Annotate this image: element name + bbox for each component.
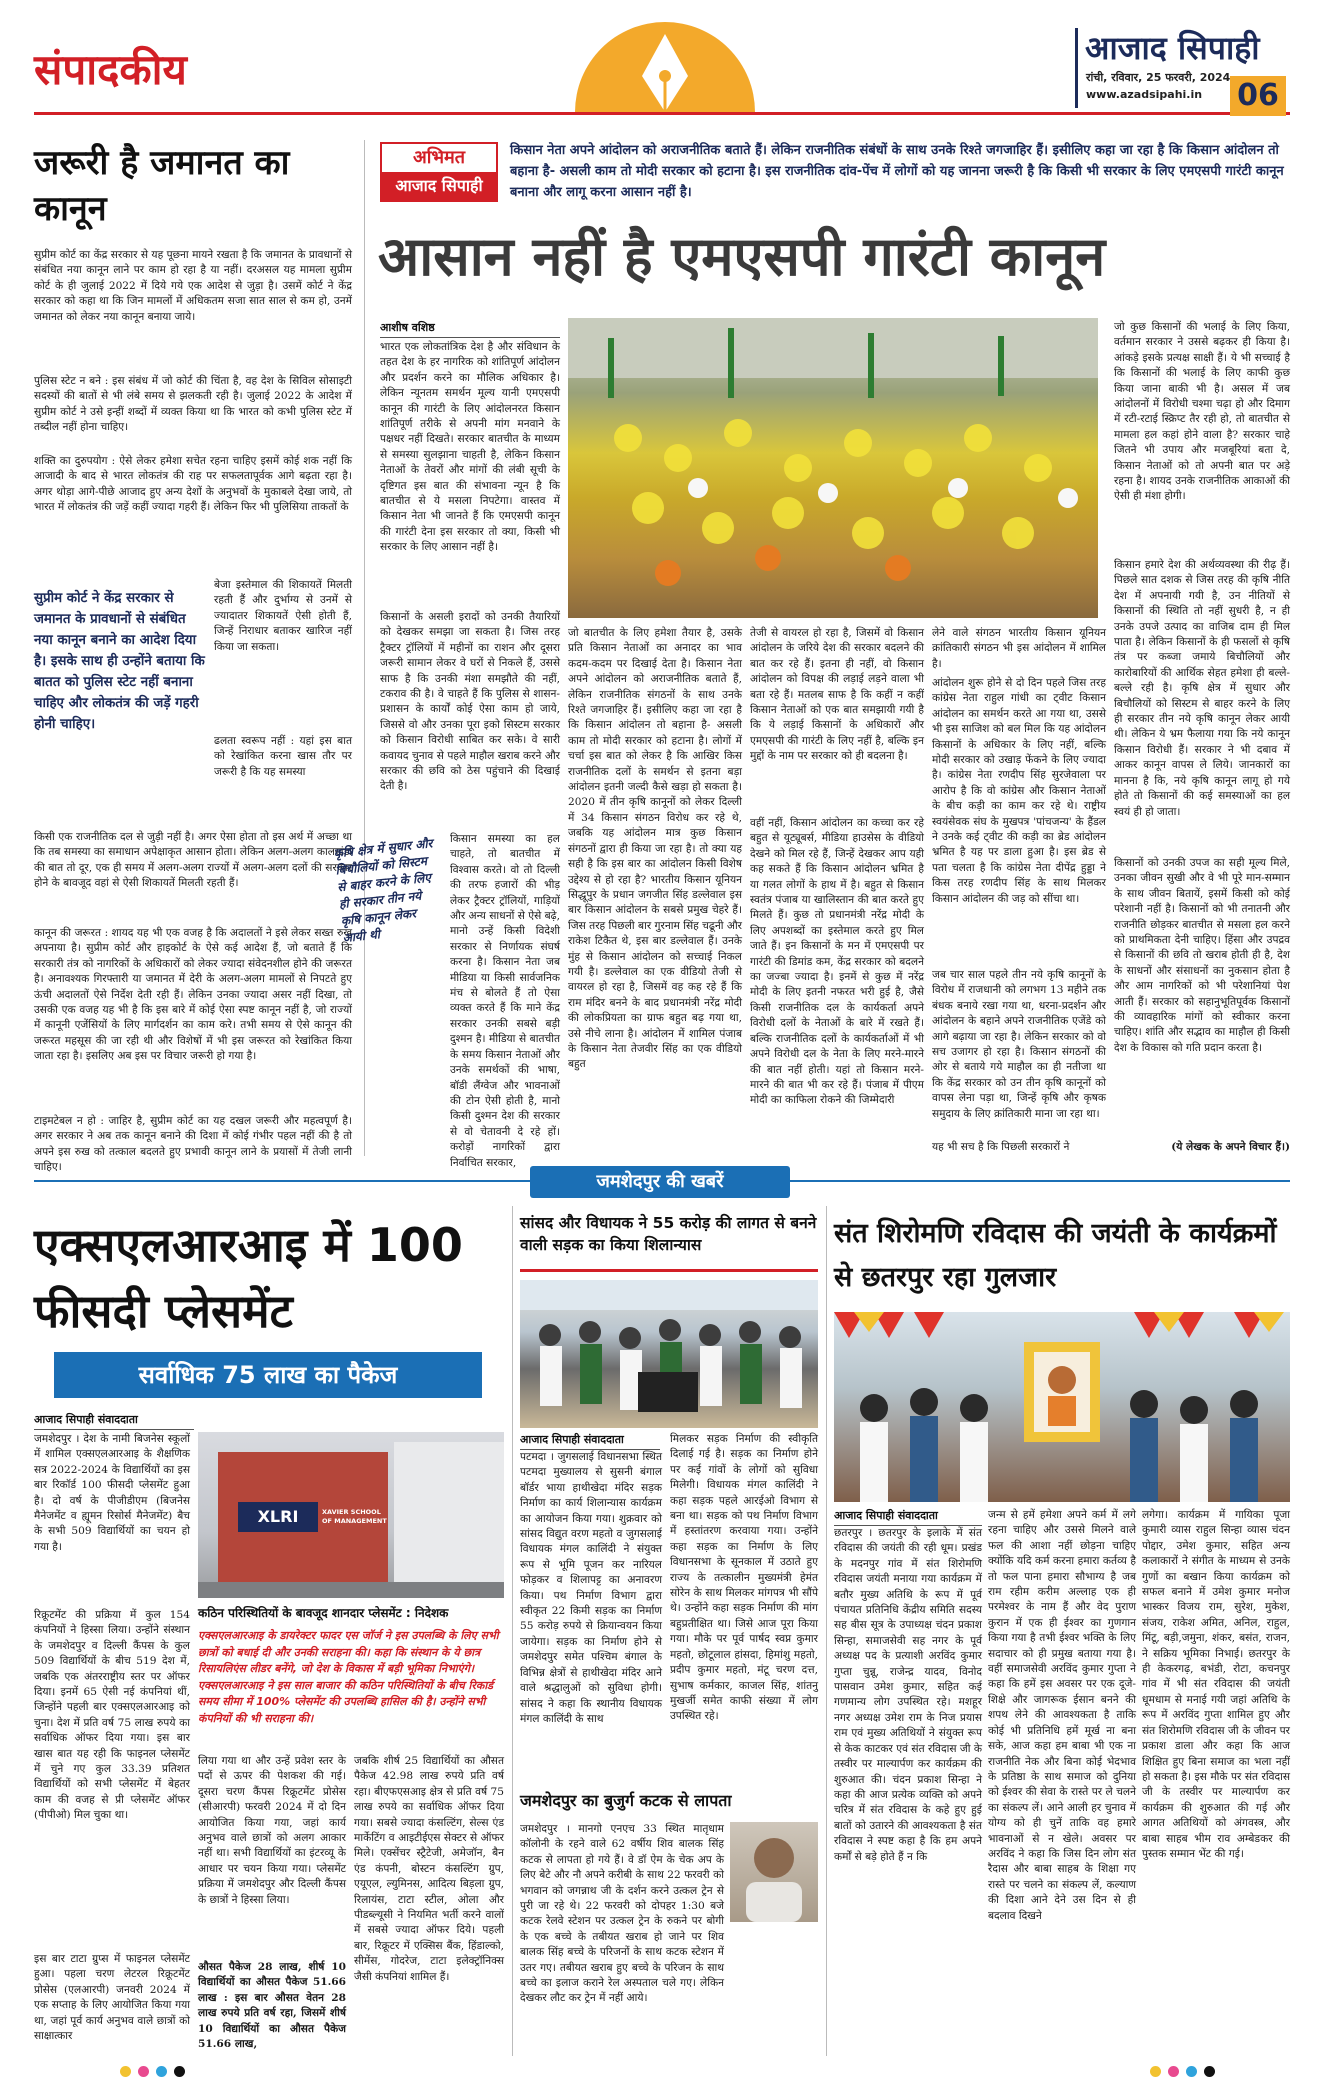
opinion-col4d: यह भी सच है कि पिछली सरकारों ने: [932, 1141, 1070, 1153]
paper-name: आजाद सिपाही: [1085, 29, 1260, 67]
editorial-para-6: टाइमटेबल न हो : जाहिर है, सुप्रीम कोर्ट का यह दखल जरूरी और महत्वपूर्ण है। अगर सरकार ने अब तक कानून बनाने की दिशा में कोई गंभीर पहल नहीं की है तो अपने इस रुख को तत्काल बदलते हुए प्रभावी कानून लाने के प्रयासों में तेजी लानी चाहिए।: [34, 1115, 352, 1174]
xlri-col3: जबकि शीर्ष 25 विद्यार्थियों का औसत पैकेज 42.98 लाख रुपये प्रति वर्ष रहा। बीएफएसआइ क्षेत्र से प्रति वर्ष 75 लाख रुपये का सर्वाधिक ऑफर दिया गया। सबसे ज्यादा कंसल्टिंग, सेल्स एंड मार्केटिंग व आइटीईएस सेक्टर से ऑफर मिले। एक्सेंचर स्ट्रैटेजी, अमेजॉन, बैन एंड कंपनी, बोस्टन कंसल्टिंग ग्रुप, एयूएल, ल्युमिनस, आदित्य बिड़ला ग्रुप, रिलायंस, टाटा स्टील, ओला और पीडब्ल्यूसी ने नियमित भर्ती करने वालों में सबसे ज्यादा ऑफर दिये। पहली बार, रिक्रूटर में एक्सिस बैंक, हिंडाल्को, सीमेंस, गोदरेज, टाटा इलेक्ट्रॉनिक्स जैसी कंपनियां शामिल हैं।: [354, 1755, 504, 1983]
xlri-col1b: रिक्रूटमेंट की प्रक्रिया में कुल 154 कंपनियों ने हिस्सा लिया। उन्होंने संस्थान के जमशेदपुर व दिल्ली कैंपस के कुल 509 विद्यार्थियों के बीच 519 देश में, जबकि एक अंतरराष्ट्रीय स्तर पर ऑफर दिया। इनमें 65 ऐसी नई कंपनियां थीं, जिन्होंने पहली बार एक्सएलआरआइ को चुना। देश में प्रति वर्ष 75 लाख रुपये का सर्वाधिक ऑफर दिया गया। इस बार खास बात यह रही कि फाइनल प्लेसमेंट में चुने गए कुल 33.39 प्रतिशत विद्यार्थियों को सभी प्लेसमेंट में बेहतर काम की वजह से प्री प्लेसमेंट ऑफर (पीपीओ) मिल चुका था।: [34, 1609, 190, 1822]
masthead: [0, 0, 1325, 122]
register-dot: [1186, 2066, 1197, 2077]
opinion-col1c-text: किसान समस्या का हल चाहते, तो बातचीत में विश्वास करते। वो तो दिल्ली की तरफ हजारों की भीड़ लेकर ट्रैक्टर ट्रॉलियों, गाड़ियों और अन्य साधनों से ऐसे बढ़े, मानो उन्हें किसी विदेशी सरकार से निर्णायक संघर्ष करना है। किसान नेता जब मीडिया या किसी सार्वजनिक मंच से बोलते हैं तो ऐसा व्यक्त करते हैं कि माने केंद्र सरकार उनकी सबसे बड़ी दुश्मन है। मीडिया से बातचीत के समय किसान नेताओं और उनके समर्थकों की भाषा, बॉडी लैंग्वेज और भावनाओं की टोन ऐसी होती है, मानो किसी दुश्मन देश की सरकार से वो चेतावनी दे रहे हों। करोड़ों नागरिकों द्वारा निर्वाचित सरकार,: [450, 833, 560, 1169]
xlri-photo-sign-sub: XAVIER SCHOOL OF MANAGEMENT: [322, 1508, 387, 1525]
register-marks: [0, 2064, 1325, 2082]
register-dot: [1168, 2066, 1179, 2077]
opinion-badge-top: अभिमत: [412, 147, 466, 168]
road-headline: सांसद और विधायक ने 55 करोड़ की लागत से बनने वाली सड़क का किया शिलान्यास: [520, 1212, 818, 1272]
opinion-disclaimer: (ये लेखक के अपने विचार हैं।): [1171, 1141, 1290, 1153]
masthead-divider: [1075, 28, 1078, 108]
opinion-col3b: वहीं नहीं, किसान आंदोलन का कच्चा कर रहे बहुत से यूट्यूबर्स, मीडिया हाउसेस के वीडियो देखने को मिल रहे हैं, जिन्हें देखकर आप यही कह सकते हैं कि किसान आंदोलन भ्रमित है या गलत लोगों के हाथ में है। बहुत से किसान स्वतंत्र पंजाब या खालिस्तान की बात करते हुए मिलते हैं। कुछ तो प्रधानमंत्री नरेंद्र मोदी के लिए अपशब्दों का इस्तेमाल करते हुए मिल जाते हैं। इन किसानों के मन में एमएसपी पर गारंटी की डिमांड कम, केंद्र सरकार को बदलने का जज्बा ज्यादा है। इनमें से कुछ में नरेंद्र मोदी के लिए इतनी नफरत भरी हुई है, जैसे किसी राजनीतिक दल के कार्यकर्ता अपने विरोधी दलों के नेताओं के बारे में रखते हैं। बल्कि राजनीतिक दलों के कार्यकर्ताओं में भी अपने विरोधी दल के नेता के लिए मरने-मारने की बात नहीं होती। यहां तो किसान मरने-मारने की बात भी कर रहे हैं। पंजाब में पीएम मोदी का काफिला रोकने की जिम्मेदारी: [750, 817, 924, 1107]
opinion-badge-bottom: आजाद सिपाही: [382, 172, 496, 200]
editorial-para-2: पुलिस स्टेट न बने : इस संबंध में जो कोर्ट की चिंता है, वह देश के सिविल सोसाइटी सदस्यों की बातों से भी लंबे समय से झलकती रही है। जुलाई 2022 के आदेश में सुप्रीम कोर्ट ने उसे इन्हीं शब्दों में व्यक्त किया था कि भारत को कभी पुलिस स्टेट में तब्दील नहीं होना चाहिए।: [34, 375, 352, 434]
ravidas-col3: लगेगा। कार्यक्रम में गायिका पूजा कुमारी व्यास राहुल सिन्हा व्यास चंदन पोद्दार, उमेश कुमार, सहित अन्य कलाकारों ने संगीत के माध्यम से उनके गुणों का बखान किया कार्यक्रम को सफल बनाने में उमेश कुमार मनोज भास्कर विजय राम, सुरेश, मुकेश, संजय, राकेश अमित, अनिल, राहुल, मिंटू, बड़ी,जमुना, शंकर, बसंत, राजन, ने सक्रिय भूमिका निभाई। छतरपुर के ही केकरगढ़, बभंडी, रोटा, कचनपुर गांव में भी संत रविदास की जयंती धूमधाम से मनाई गयी जहां अतिथि के रूप में अरविंद गुप्ता शामिल हुए और संत शिरोमणि रविदास जी के जीवन पर प्रकाश डाला और कहा कि आज शिक्षित हुए बिना समाज का भला नहीं हो सकता है। इस मौके पर संत रविदास जी के तस्वीर पर माल्यार्पण कर कार्यक्रम की शुरुआत की गई और आगत अतिथियों को अंगवस्त्र, और बाबा साहब भीम राव अम्बेडकर की पुस्तक सम्मान भेंट की गई।: [1142, 1509, 1290, 1860]
xlri-col2: लिया गया था और उन्हें प्रवेश स्तर के पदों से ऊपर की पेशकश की गई। दूसरा चरण कैंपस रिक्रूटमेंट प्रोसेस (सीआरपी) फरवरी 2024 में दो दिन आयोजित किया गया, जहां कार्य अनुभव वाले छात्रों को अलग आकार नहीं था। सभी विद्यार्थियों का इंटरव्यू के आधार पर चयन किया गया। प्लेसमेंट प्रक्रिया में जमशेदपुर और दिल्ली कैंपस के छात्रों ने हिस्सा लिया।: [198, 1755, 346, 1906]
register-dot: [174, 2066, 185, 2077]
xlri-col1: जमशेदपुर । देश के नामी बिजनेस स्कूलों में शामिल एक्सएलआरआइ के शैक्षणिक सत्र 2022-2024 के विद्यार्थियों का इस बार रिकॉर्ड 100 फीसदी प्लेसमेंट हुआ है। दो वर्ष के पीजीडीएम (बिजनेस मैनेजमेंट व ह्यूमन रिसोर्स मैनेजमेंट) बैच के सभी 509 विद्यार्थियों का चयन हो गया है।: [34, 1433, 190, 1553]
ravidas-event-photo: [834, 1312, 1290, 1502]
editorial-para-1: सुप्रीम कोर्ट का केंद्र सरकार से यह पूछना मायने रखता है कि जमानत के प्रावधानों से संबंधित नया कानून लाने पर काम हो रहा है या नहीं। दरअसल यह मामला सुप्रीम कोर्ट के ही जुलाई 2022 में दिये गये एक आदेश से जुड़ा है। उसमें कोर्ट ने केंद्र सरकार को कहा था कि जिन मामलों में अधिकतम सजा सात साल से कम हो, उनमें जमानत को लेकर नया कानून बनाया जाये।: [34, 249, 352, 323]
register-dot: [120, 2066, 131, 2077]
road-col2: मिलकर सड़क निर्माण की स्वीकृति दिलाई गई है। सड़क का निर्माण होने पर कई गांवों के लोगों को सुविधा मिलेगी। विधायक मंगल कालिंदी ने कहा सड़क पहले आरईओ विभाग से बना था। सड़क को पथ निर्माण विभाग में हस्तांतरण करवाया गया। उन्होंने कहा सड़क का निर्माण के लिए विधानसभा के सूनकाल में उठाते हुए राज्य के तत्कालीन मुख्यमंत्री हेमंत सोरेन के साथ मिलकर मांगपत्र भी सौंपे थे। उन्होंने कहा सड़क निर्माण की मांग बहुप्रतीक्षित था। जिसे आज पूरा किया गया। मौके पर पूर्व पार्षद स्वप्न कुमार महतो, छोटूलाल हांसदा, हिमांशु महतो, प्रदीप कुमार महतो, मंटू चरण दत्त, सुभाष कर्मकार, काजल सिंह, शांतनु मुखर्जी समेत काफी संख्या में लोग उपस्थित रहे।: [670, 1433, 818, 1723]
register-dot: [156, 2066, 167, 2077]
xlri-col2b: औसत पैकेज 28 लाख, शीर्ष 10 विद्यार्थियों का औसत पैकेज 51.66 लाख : इस बार औसत वेतन 28 लाख रुपये प्रति वर्ष रहा, जिसमें शीर्ष 10 विद्यार्थियों का औसत पैकेज 51.66 लाख,: [198, 1961, 346, 2051]
missing-headline: जमशेदपुर का बुजुर्ग कटक से लापता: [520, 1791, 732, 1810]
city-banner: जमशेदपुर की खबरें: [530, 1166, 790, 1198]
opinion-intro: किसान नेता अपने आंदोलन को अराजनीतिक बताते हैं। लेकिन राजनीतिक संबंधों के साथ उनके रिश्ते जगजाहिर हैं। इसीलिए कहा जा रहा है कि किसान आंदोलन तो बहाना है- असली काम तो मोदी सरकार को हटाना है। इस राजनीतिक दांव-पेंच में लोगों को यह जानना जरूरी है कि किसी भी सरकार के लिए एमएसपी गारंटी कानून बनाना और लागू करना आसान नहीं है।: [510, 143, 1284, 200]
editorial-para-3b: बेजा इस्तेमाल की शिकायतें मिलती रहती हैं और दुर्भाग्य से उनमें से ज्यादातर शिकायतें ऐसी होती हैं, जिन्हें निराधार बताकर खारिज नहीं किया जा सकता।: [214, 579, 352, 653]
missing-person-photo: [730, 1822, 818, 1922]
opinion-col5c: किसानों को उनकी उपज का सही मूल्य मिले, उनका जीवन सुखी और वे भी पूरे मान-सम्मान के साथ जीवन बितायें, इसमें किसी को कोई परेशानी नहीं है। किसानों को भी तनातनी और राजनीति छोड़कर बातचीत से मसला हल करने को प्राथमिकता देनी चाहिए। हिंसा और उपद्रव से किसानों की छवि तो खराब होती ही है, देश के साधनों और संसाधनों का नुकसान होता है और आम नागरिकों को भी परेशानियां पेश आती हैं। सरकार को सहानुभूतिपूर्वक किसानों की व्यावहारिक मांगों को स्वीकार करना चाहिए। शांति और सद्भाव का माहौल ही किसी देश के विकास को गति प्रदान करता है।: [1114, 857, 1290, 1054]
column-divider-3: [826, 1206, 827, 2056]
column-divider-2: [512, 1206, 513, 2056]
road-col1: पटमदा । जुगसलाई विधानसभा स्थित पटमदा मुख्यालय से सुसनी बंगाल बॉर्डर भाया हाथीखेदा मंदिर सड़क निर्माण का कार्य शिलान्यास कार्यक्रम का आयोजन किया गया। शुक्रवार को सांसद विद्युत वरण महतो व जुगसलाई विधायक मंगल कालिंदी ने संयुक्त रूप से भूमि पूजन कर नारियल फोड़कर व शिलापट्ट का अनावरण किया। पथ निर्माण विभाग द्वारा स्वीकृत 22 किमी सड़क का निर्माण 55 करोड़ रुपये से क्रियान्वयन किया जायेगा। सड़क का निर्माण होने से जमशेदपुर समेत पश्चिम बंगाल के विभिन्न क्षेत्रों से हाथीखेदा मंदिर आने वाले श्रद्धालुओं को सुविधा होगी। सांसद ने कहा कि स्थानीय विधायक मंगल कालिंदी के साथ: [520, 1451, 662, 1725]
pen-nib-icon: [570, 14, 760, 114]
opinion-sidequote: कृषि क्षेत्र में सुधार और बिचौलियों को सिस्टम से बाहर करने के लिए ही सरकार तीन नये कृषि कानून लेकर आयी थी: [333, 836, 434, 946]
xlri-box-text: एक्सएलआरआइ के डायरेक्टर फादर एस जॉर्ज ने इस उपलब्धि के लिए सभी छात्रों को बधाई दी और उनकी सराहना की। कहा कि संस्थान के ये छात्र रिसायलिएंस लीडर बनेंगे, जो देश के विकास में बड़ी भूमिका निभाएंगे। एक्सएलआरआइ ने इस साल बाजार की कठिन परिस्थितियों के बीच रिकार्ड समय सीमा में 100% प्लेसमेंट की उपलब्धि हासिल की है। उन्होंने सभी कंपनियों की भी सराहना की।: [198, 1629, 499, 1725]
opinion-col1b: किसानों के असली इरादों को उनकी तैयारियों को देखकर समझा जा सकता है। जिस तरह ट्रैक्टर ट्रॉलियों में महीनों का राशन और दूसरा जरूरी सामान लेकर वे घरों से निकले हैं, उससे साफ है कि उनकी मंशा समझौते की नहीं, टकराव की है। वे चाहते हैं कि पुलिस से शासन-प्रशासन के कार्यों कोई ऐसा काम हो जाये, जिससे वो और उनका पूरा इको सिस्टम सरकार को किसान विरोधी साबित कर सके। वे सारी कवायद चुनाव से पहले माहौल खराब करने और सरकार की छवि को ठेस पहुंचाने की दिखाई देती है।: [380, 611, 560, 793]
xlri-campus-photo: [198, 1432, 504, 1598]
ravidas-headline: संत शिरोमणि रविदास की जयंती के कार्यक्रमों से छतरपुर रहा गुलजार: [834, 1218, 1277, 1293]
farmers-protest-photo: [568, 318, 1098, 618]
xlri-box-title: कठिन परिस्थितियों के बावजूद शानदार प्लेसमेंट : निदेशक: [198, 1606, 449, 1620]
missing-text: जमशेदपुर । मानगो एनएच 33 स्थित मातृधाम कॉलोनी के रहने वाले 62 वर्षीय शिव बालक सिंह कटक से लापता हो गये हैं। वे डॉ ऐम के चेक अप के लिए बेटे और नौ अपने करीबी के साथ 22 फरवरी को भगवान को जगन्नाथ जी के दर्शन करने उत्कल ट्रेन से पुरी जा रहे थे। 22 फरवरी को दोपहर 1:30 बजे कटक रेलवे स्टेशन पर उत्कल ट्रेन के रुकने पर बोगी के एक बच्चे के तबीयत खराब हो जाने पर शिव बालक सिंह बच्चे के परिजनों के साथ कटक स्टेशन में उतर गए। तबीयत खराब हुए बच्चे के परिजन के साथ बच्चे का इलाज कराने रेल अस्पताल चले गए। लेकिन देखकर लौट कर ट्रेन में नहीं आये।: [520, 1823, 724, 2005]
opinion-badge: [380, 142, 498, 202]
xlri-col1c: इस बार टाटा ग्रुप्स में फाइनल प्लेसमेंट हुआ। पहला चरण लेटरल रिक्रूटमेंट प्रोसेस (एलआरपी) जनवरी 2024 में एक सप्ताह के लिए आयोजित किया गया था, जहां पूर्व कार्य अनुभव वाले छात्रों को साक्षात्कार: [34, 1953, 190, 2043]
opinion-col3: तेजी से वायरल हो रहा है, जिसमें वो किसान आंदोलन के जरिये देश की सरकार बदलने की बात कर रहे हैं। इतना ही नहीं, वो किसान आंदोलन को विपक्ष की लड़ाई लड़ने वाला भी बता रहे हैं। मतलब साफ है कि कहीं न कहीं किसान नेताओं को एक बात समझायी गयी है कि ये लड़ाई किसानों के अधिकारों और एमएसपी की गारंटी के लिए नहीं है, बल्कि इन मुद्दों के नाम पर सरकार को ही बदलना है।: [750, 627, 924, 763]
opinion-col1: भारत एक लोकतांत्रिक देश है और संविधान के तहत देश के हर नागरिक को शांतिपूर्ण आंदोलन और प्रदर्शन करने का मौलिक अधिकार है। लेकिन न्यूनतम समर्थन मूल्य यानी एमएसपी कानून की गारंटी के लिए आंदोलनरत किसान शांतिपूर्ण तरीके से अपनी मांग मनवाने के पक्षधर नहीं दिखते। सरकार बातचीत के माध्यम से समस्या सुलझाना चाहती है, लेकिन किसान नेताओं के तेवरों और मांगों की लंबी सूची के दृष्टिगत इस बात की संभावना न्यून है कि बातचीत से ये मसला निपटेगा। वास्तव में किसान नेता भी जानते हैं कि एमएसपी कानून की गारंटी देना इस सरकार तो क्या, किसी भी सरकार के लिए आसान नहीं है।: [380, 341, 560, 554]
column-divider: [364, 140, 365, 1156]
xlri-photo-sign: XLRI: [238, 1502, 318, 1532]
editorial-para-5: कानून की जरूरत : शायद यह भी एक वजह है कि अदालतों ने इसे लेकर सख्त रुख अपनाया है। सुप्रीम कोर्ट और हाइकोर्ट के ऐसे कई आदेश हैं, जो बताते हैं कि सरकारी तंत्र को नागरिकों के अधिकारों को लेकर ज्यादा संवेदनशील होने की जरूरत है। अनावश्यक गिरफ्तारी या जमानत में देरी के अलग-अलग मामलों से निपटते हुए ऊंची अदालतों ऐसे निर्देश देती रही हैं। लेकिन उनका ज्यादा असर नहीं दिखा, तो उसकी एक वजह यह भी है कि इस बारे में कोई ऐसा स्पष्ट कानून नहीं है, जो राज्यों में कानूनी एजेंसियों के लिए मार्गदर्शन का काम करे। तभी समय से ऐसे कानून की जरूरत महसूस की जा रही थी और विशेषों में भी इस जरूरत को रेखांकित किया जाता रहा है। इसलिए अब इस पर विचार जरूरी हो गया है।: [34, 927, 352, 1063]
editorial-article: [34, 140, 352, 1174]
section-title: संपादकीय: [34, 45, 187, 94]
opinion-col4: लेने वाले संगठन भारतीय किसान यूनियन क्रांतिकारी संगठन भी इस आंदोलन में शामिल है।: [932, 627, 1106, 670]
opinion-col2: जो बातचीत के लिए हमेशा तैयार है, उसके प्रति किसान नेताओं का अनादर का भाव कदम-कदम पर दिखाई देता है। किसान नेता अपने आंदोलन को अराजनीतिक बताते हैं, लेकिन राजनीतिक संगठनों के साथ उनके रिश्ते जगजाहिर हैं। इसीलिए कहा जा रहा है कि किसान आंदोलन तो बहाना है- असली काम तो मोदी सरकार को हटाना है। लोगों में चर्चा इस बात को लेकर है कि आखिर किस राजनीतिक दलों के समर्थन से इतना बड़ा आंदोलन इतनी जल्दी कैसे खड़ा हो सकता है। 2020 में तीन कृषि कानूनों को लेकर दिल्ली में 34 किसान संगठन विरोध कर रहे थे, जबकि यह आंदोलन मात्र कुछ किसान संगठनों द्वारा ही किया जा रहा है। तो क्या यह सही है कि इस बार का आंदोलन किसी विशेष उद्देश्य से हो रहा है? भारतीय किसान यूनियन सिद्धूपुर के प्रधान जगजीत सिंह डल्लेवाल इस बार किसान आंदोलन के सबसे प्रमुख चेहरे हैं। जिस तरह पिछली बार गुरनाम सिंह चढूनी और राकेश टिकैत थे, इस बार डल्लेवाल हैं। उनके मुंह से किसान आंदोलन को सच्चाई निकल गयी है। डल्लेवाल का एक वीडियो तेजी से वायरल हो रहा है, जिसमें वह कह रहे हैं कि राम मंदिर बनने के बाद प्रधानमंत्री नरेंद्र मोदी की लोकप्रियता का ग्राफ बहुत बढ़ गया था, उसे नीचे लाना है। आंदोलन में शामिल पंजाब के किसान नेता तेजवीर सिंह का एक वीडियो बहुत: [568, 627, 742, 1071]
ravidas-col2: जन्म से हमें हमेशा अपने कर्म में लगे रहना चाहिए और उससे मिलने वाले फल की आशा नहीं छोड़ना चाहिए क्योंकि यदि कर्म करना हमारा कर्तव्य है तो फल पाना हमारा सौभाग्य है जब राम रहीम करीम अल्लाह एक ही परमेश्वर के नाम हैं और वेद पुराण कुरान में एक ही ईश्वर का गुणगान किया गया है तभी ईश्वर भक्ति के लिए सदाचार को ही प्रमुख बताया गया है। वहीं समाजसेवी अरविंद कुमार गुप्ता ने कहा कि हमें इस अवसर पर एक दूजे-शिक्षे और जागरूक ईसान बनने की शपथ लेने की आवश्यकता है ताकि कोई भी प्रतिनिधि हमें मूर्ख ना बना सके, आज कहा हम बाबा भी एक ना राजनीति नेक और बिना कोई भेदभाव के प्रतिष्ठा के साथ समाज को दुनिया को ईश्वर की सेवा के रास्ते पर ले चलने का संकल्प लें। आने आली हर चुनाव में योग्य को ही चुनें ताकि वह हमारे भावनाओं से न खेले। अवसर पर अरविंद ने कहा कि जिस दिन लोग संत रैदास और बाबा साहब के शिक्षा गए रास्ते पर चलने का संकल्प लें, कल्याण की दिशा आने देने उस दिन से ही बदलाव दिखने: [988, 1509, 1136, 1922]
editorial-pullquote: सुप्रीम कोर्ट ने केंद्र सरकार से जमानत के प्रावधानों से संबंधित नया कानून बनाने का आदेश दिया है। इसके साथ ही उन्होंने बताया कि बातत को पुलिस स्टेट नहीं बनाना चाहिए और लोकतंत्र की जड़ें गहरी होनी चाहिए।: [34, 591, 205, 732]
page-number: 06: [1230, 76, 1286, 116]
dateline: रांची, रविवार, 25 फरवरी, 2024: [1086, 71, 1231, 84]
register-dot: [138, 2066, 149, 2077]
ravidas-col1: छतरपुर । छतरपुर के इलाके में संत रविदास की जयंती की रही धूम। प्रखंड के मदनपुर गांव में संत शिरोमणि रविदास जयंती मनाया गया कार्यक्रम में बतौर मुख्य अतिथि के रूप में पूर्व पंचायत प्रतिनिधि केंद्रीय समिति सदस्य सह बीस सूत्र के उपाध्यक्ष चंदन प्रकाश सिन्हा, समाजसेवी सह नगर के पूर्व अध्यक्ष पद के प्रत्याशी अरविंद कुमार गुप्ता चुन्नू, राजेन्द्र यादव, विनोद पासवान उमेश कुमार, सहित कई गणमान्य लोग उपस्थित रहे। मशहूर नगर अध्यक्ष उमेश राम के निज प्रयास राम एवं मुख्य अतिथियों ने संयुक्त रूप से केक काटकर एवं संत रविदास जी के तस्वीर पर माल्यार्पण कर कार्यक्रम की शुरुआत की। चंदन प्रकाश सिन्हा ने कहा की आज प्रत्येक व्यक्ति को अपने चरित्र में संत रविदास के कहे हुए हुई बातों को उतारने की आवश्यकता है संत रविदास ने स्पष्ट कहा है कि हम अपने कर्मों से बड़े होते हैं न कि: [834, 1527, 982, 1863]
website: www.azadsipahi.in: [1086, 88, 1203, 101]
opinion-col4b: आंदोलन शुरू होने से दो दिन पहले जिस तरह कांग्रेस नेता राहुल गांधी का ट्वीट किसान आंदोलन का समर्थन करते आ गया था, उससे भी इस साजिश को बल मिल कि यह आंदोलन किसानों के अधिकार के लिए नहीं, बल्कि मोदी सरकार को उखाड़ फेंकने के लिए ज्यादा है। कांग्रेस नेता रणदीप सिंह सुरजेवाला पर आरोप है कि वो कांग्रेस और किसान नेताओं के बीच कड़ी का काम कर रहे थे। राष्ट्रीय स्वयंसेवक संघ के मुखपत्र 'पांचजन्य' के हैंडल ने उनके कई ट्वीट की कड़ी का ब्रेड आंदोलन भ्रमित है यह पर डाला हुआ है। इस ब्रेड से पता चलता है कि कांग्रेस नेता दीपेंद्र हुड्डा ने किस तरह रणदीप सिंह के साथ मिलकर किसान आंदोलन की जड़ को सींचा था।: [932, 677, 1106, 905]
building-wing: [394, 1442, 504, 1592]
opinion-col5b: किसान हमारे देश की अर्थव्यवस्था की रीढ़ हैं। पिछले सात दशक से जिस तरह की कृषि नीति देश में अपनायी गयी है, उन नीतियों से किसानों की स्थिति तो नहीं सुधरी है, न ही उनके उपजे उत्पाद का वाजिब दाम ही मिल पाता है। लेकिन किसानों के ही फसलों से कृषि तंत्र पर कब्जा जमाये बिचौलियों और कारोबारियों की आर्थिक सेहत हमेशा ही बल्ले-बल्ले रही है। कृषि क्षेत्र में सुधार और बिचौलियों को सिस्टम से बाहर करने के लिए ही सरकार तीन नये कृषि कानून लेकर आयी थी। लेकिन ये भ्रम फैलाया गया कि नये कानून किसान विरोधी हैं। सरकार ने भी दबाव में आकर कानून वापस ले लिये। जानकारों का मानना है कि, नये कृषि कानून लागू हो गये होते तो किसानों की कई समस्याओं का हल स्वयं ही हो जाता।: [1114, 559, 1290, 818]
register-dot: [1150, 2066, 1161, 2077]
opinion-col4c: जब चार साल पहले तीन नये कृषि कानूनों के विरोध में राजधानी को लगभग 13 महीने तक बंधक बनाये रखा गया था, धरना-प्रदर्शन और आंदोलन के बहाने अपने राजनीतिक एजेंडे को आगे बढ़ाया जा रहा है। लेकिन सरकार को वो सच उजागर हो रहा है। किसान संगठनों की ओर से बताये गये माहौल का ही नतीजा था कि केंद्र सरकार को उन तीन कृषि कानूनों को वापस लेना पड़ा था, जिन्हें कृषि और कृषक समुदाय के लिए क्रांतिकारी माना जा रहा था।: [932, 969, 1106, 1120]
road-inauguration-photo: [520, 1280, 818, 1428]
road: [198, 1582, 504, 1598]
editorial-para-3c: ढलता स्वरूप नहीं : यहां इस बात को रेखांकित करना खास तौर पर जरूरी है कि यह समस्या: [214, 735, 352, 778]
opinion-col5: जो कुछ किसानों की भलाई के लिए किया, वर्तमान सरकार ने उससे बढ़कर ही किया है। आंकड़े इसके प्रत्यक्ष साक्षी हैं। ये भी सच्चाई है कि किसानों की भलाई के लिए काफी कुछ किया जाना बाकी भी है। असल में जब आंदोलनों में विरोधी चश्मा चढ़ा हो और दिमाग में रटी-रटाई स्क्रिप्ट तैर रही हो, तो बातचीत से मामला हल कहां होने वाला है? सरकार चाहे जितने भी उपाय और मजबूरियां बता दे, किसान नेताओं को तो अपनी बात पर अड़े रहना है। शायद उनके राजनीतिक आकाओं की ऐसी ही मंशा होगी।: [1114, 321, 1290, 503]
editorial-title: जरूरी है जमानत का कानून: [34, 143, 290, 229]
opinion-author: आशीष वशिष्ठ: [380, 320, 560, 338]
road-byline: आजाद सिपाही संवाददाता: [520, 1432, 660, 1450]
register-dot: [1204, 2066, 1215, 2077]
opinion-headline: आसान नहीं है एमएसपी गारंटी कानून: [378, 225, 1106, 288]
xlri-subhead: सर्वाधिक 75 लाख का पैकेज: [54, 1352, 482, 1398]
ravidas-byline: आजाद सिपाही संवाददाता: [834, 1508, 982, 1526]
xlri-byline: आजाद सिपाही संवाददाता: [34, 1412, 194, 1430]
xlri-headline: एक्सएलआरआइ में 100 फीसदी प्लेसमेंट: [34, 1218, 463, 1338]
editorial-para-3: शक्ति का दुरुपयोग : ऐसे लेकर हमेशा सचेत रहना चाहिए इसमें कोई शक नहीं कि आजादी के बाद से भारत लोकतंत्र की राह पर सफलतापूर्वक आगे बढ़ता रहा है। अगर थोड़ा आगे-पीछे आजाद हुए अन्य देशों के अनुभवों के मुकाबले देखा जाये, तो भारत में लोकतंत्र की जड़ें कहीं ज्यादा गहरी हैं। लेकिन फिर भी पुलिसिया ताकतों के: [34, 455, 352, 514]
editorial-para-4: किसी एक राजनीतिक दल से जुड़ी नहीं है। अगर ऐसा होता तो इस अर्थ में अच्छा था कि तब समस्या का समाधान अपेक्षाकृत आसान होता। लेकिन अलग-अलग कालखंडों की बात तो दूर, एक ही समय में अलग-अलग राज्यों में अलग-अलग दलों की सरकार होने के बावजूद वहां से ऐसी शिकायतें मिलती रहती हैं।: [34, 831, 352, 890]
